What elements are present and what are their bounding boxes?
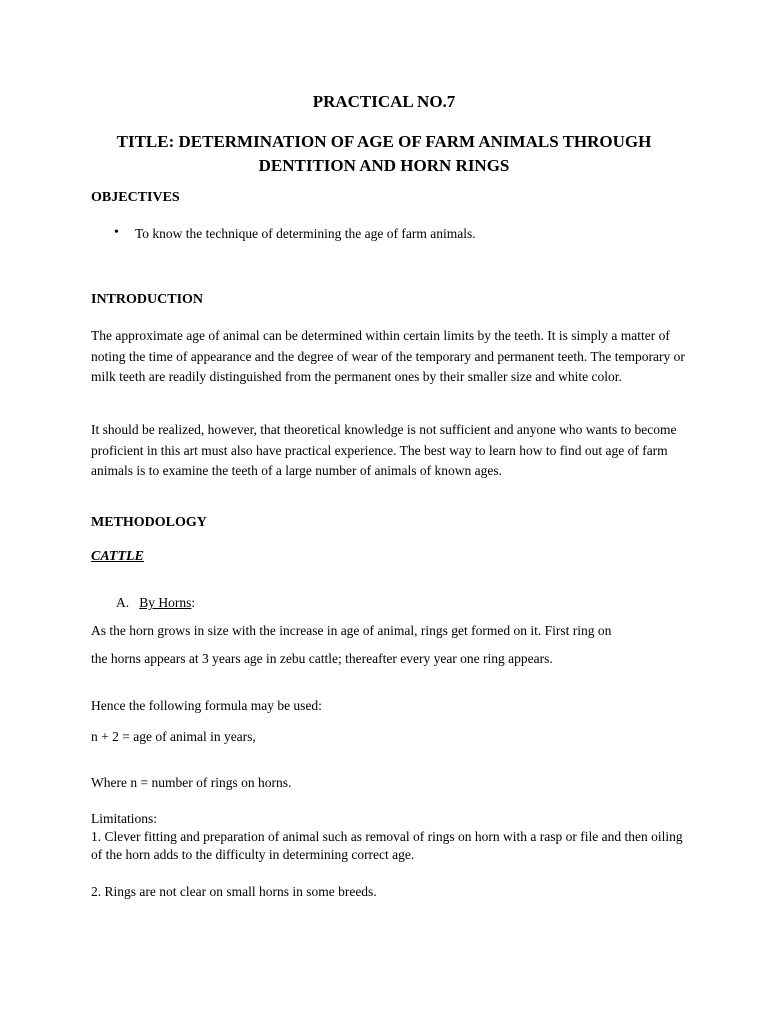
introduction-heading: INTRODUCTION (91, 292, 204, 307)
objectives-heading: OBJECTIVES (91, 190, 180, 205)
limitations-heading: Limitations: (91, 811, 157, 826)
section-a-colon: : (191, 595, 196, 610)
horn-text-line-2: the horns appears at 3 years age in zebu cattle; thereafter every year one ring appears. (91, 651, 553, 666)
bullet-icon: • (114, 225, 119, 240)
section-a-marker: A. (116, 595, 130, 610)
practical-number-heading: PRACTICAL NO.7 (312, 92, 456, 111)
cattle-subheading: CATTLE (91, 549, 144, 564)
practical-title-heading: TITLE: DETERMINATION OF AGE OF FARM ANIMALS THROUGH DENTITION AND HORN RINGS (116, 132, 652, 175)
objective-item: To know the technique of determining the age of farm animals. (135, 226, 476, 241)
formula-where: Where n = number of rings on horns. (91, 775, 292, 790)
horn-text-line-1: As the horn grows in size with the increase in age of animal, rings get formed on it. First ring on (91, 623, 612, 638)
methodology-heading: METHODOLOGY (91, 515, 207, 530)
introduction-paragraph-2: It should be realized, however, that theoretical knowledge is not sufficient and anyone who wants to become proficient in this art must also have practical experience. The best way to learn how to find out age of farm animals is to examine the teeth of a large number of animals of known ages. (91, 422, 677, 478)
section-a-label: By Horns (139, 595, 192, 610)
formula: n + 2 = age of animal in years, (91, 729, 256, 744)
section-a-heading (116, 595, 195, 611)
introduction-paragraph-1: The approximate age of animal can be determined within certain limits by the teeth. It is simply a matter of noting the time of appearance and the degree of wear of the temporary and permanent teeth. The temporary or milk teeth are readily distinguished from the permanent ones by their smaller size and white color. (91, 328, 685, 384)
limitation-item-2: 2. Rings are not clear on small horns in some breeds. (91, 884, 377, 899)
limitation-item-1: 1. Clever fitting and preparation of animal such as removal of rings on horn with a rasp or file and then oiling of the horn adds to the difficulty in determining correct age. (91, 829, 683, 862)
formula-intro: Hence the following formula may be used: (91, 698, 322, 713)
